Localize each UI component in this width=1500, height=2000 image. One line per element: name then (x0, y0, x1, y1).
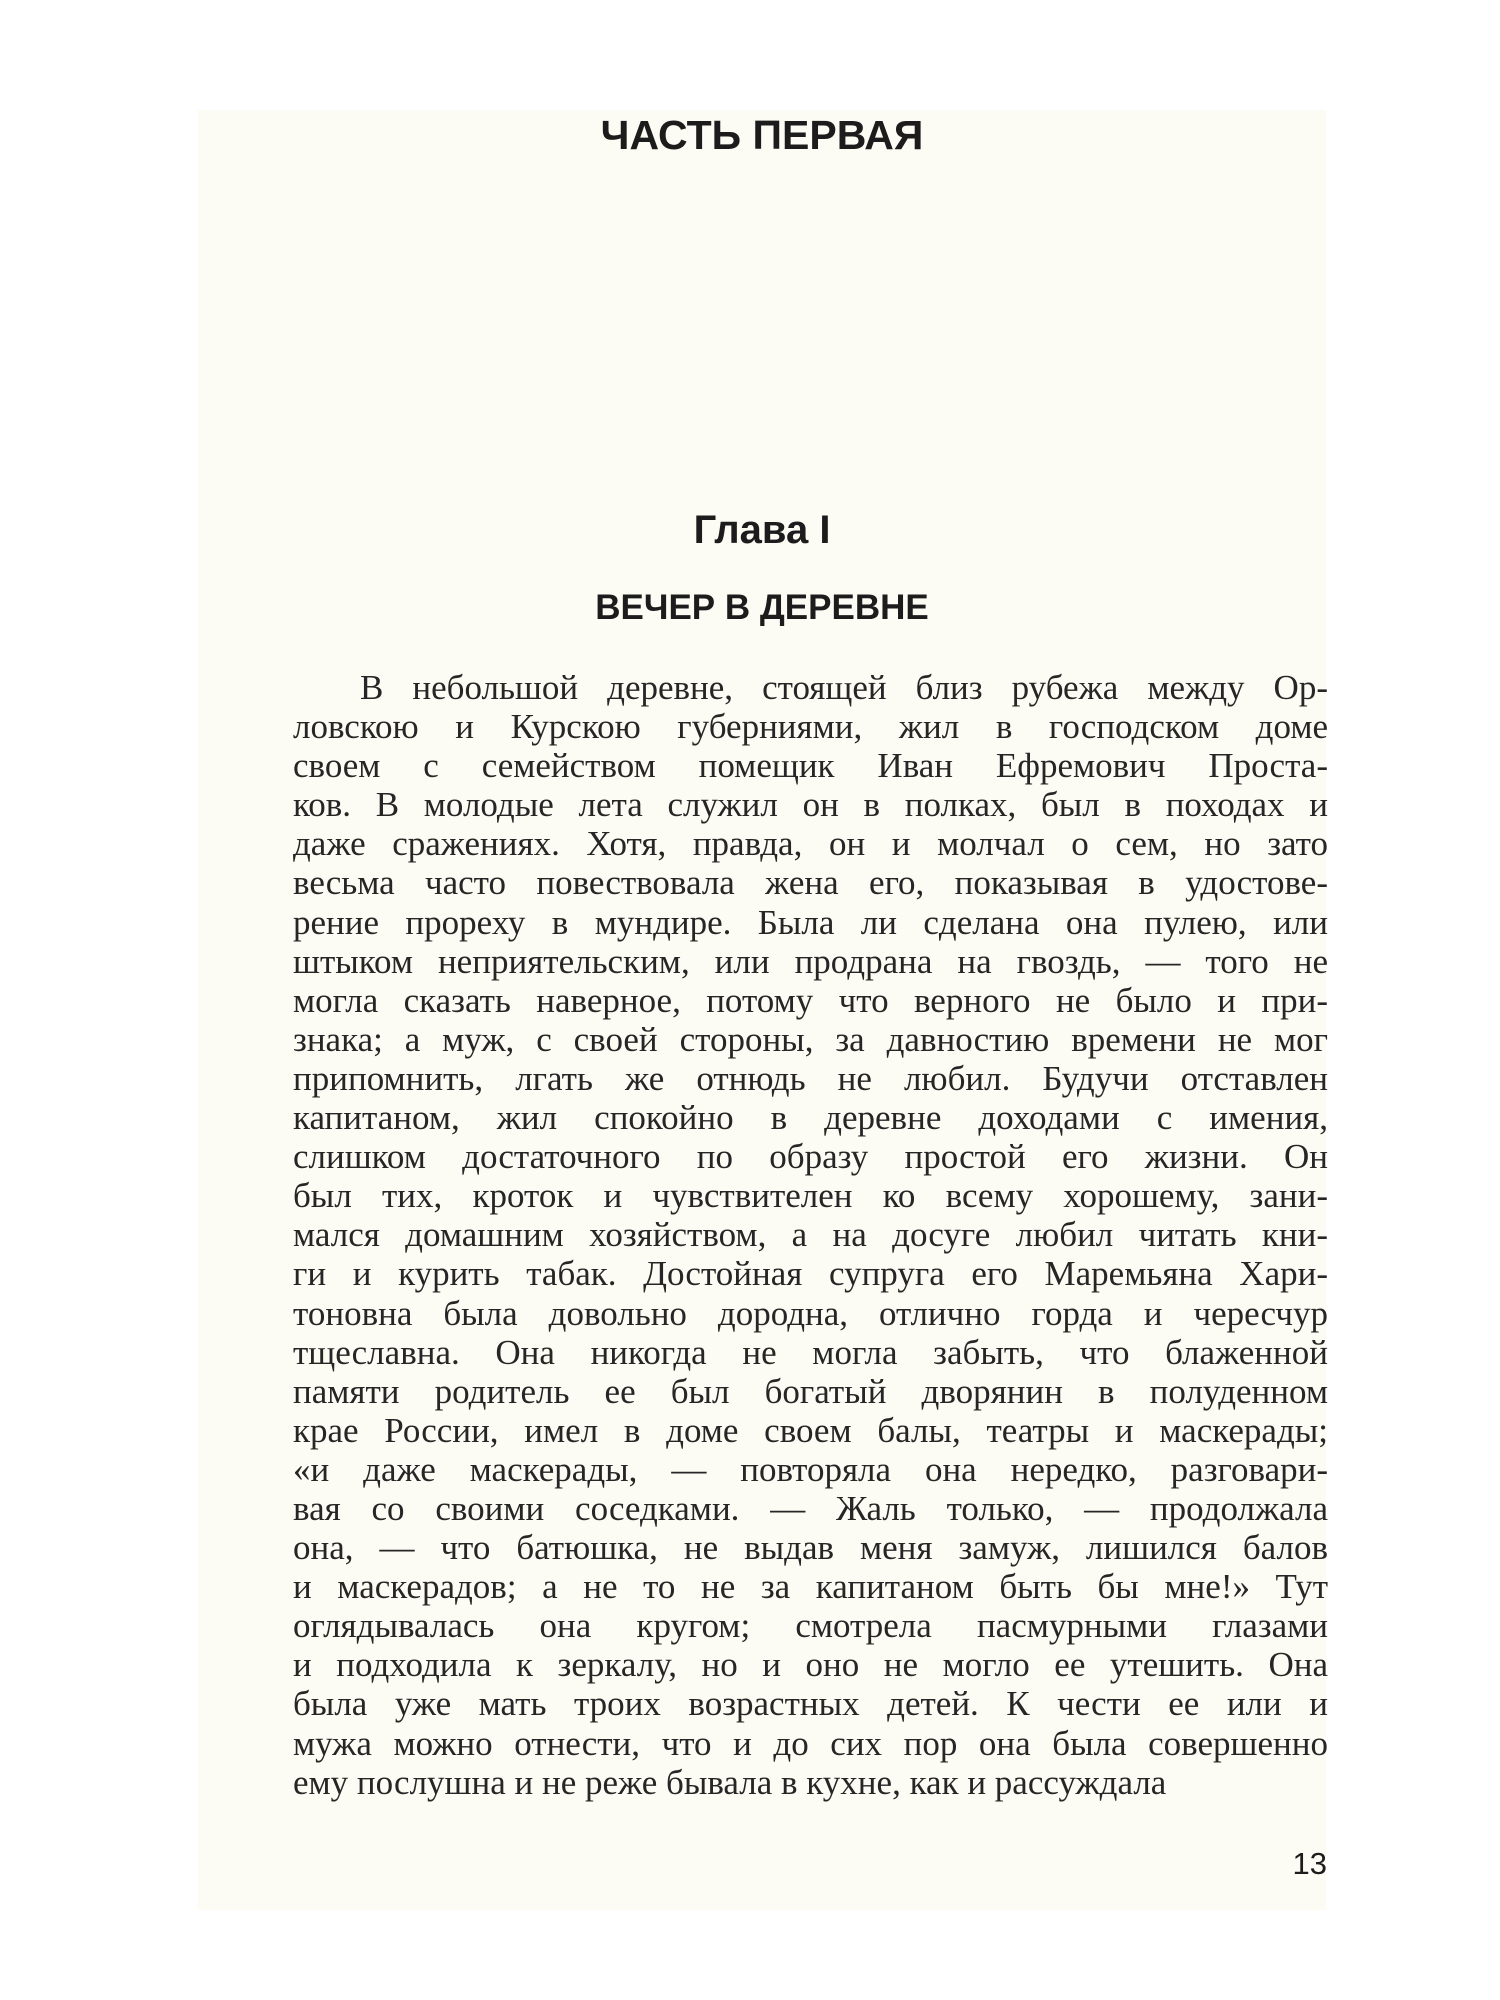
text-line: капитаном, жил спокойно в деревне доходами с имения, (293, 1098, 1328, 1138)
text-line: вая со своими соседками. — Жаль только, — продолжала (293, 1488, 1328, 1528)
text-line: В небольшой деревне, стоящей близ рубежа между Ор- (360, 668, 1328, 707)
text-line: своем с семейством помещик Иван Ефремович Проста- (293, 746, 1328, 786)
text-line: могла сказать наверное, потому что верного не было и при- (293, 980, 1328, 1020)
text-line: мужа можно отнести, что и до сих пор она была совершенно (293, 1723, 1328, 1763)
book-page (198, 110, 1326, 1910)
text-line: тоновна была довольно дородна, отлично горда и чересчур (293, 1293, 1328, 1333)
text-line: слишком достаточного по образу простой его жизни. Он (293, 1137, 1328, 1177)
text-line: «и даже маскерады, — повторяла она нередко, разговари- (293, 1449, 1328, 1489)
text-line: ги и курить табак. Достойная супруга его Маремьяна Хари- (293, 1254, 1328, 1294)
text-line: ков. В молодые лета служил он в полках, был в походах и (293, 785, 1328, 825)
text-line: тщеславна. Она никогда не могла забыть, что блаженной (293, 1332, 1328, 1372)
text-line: памяти родитель ее был богатый дворянин в полуденном (293, 1371, 1328, 1411)
text-line: и подходила к зеркалу, но и оно не могло ее утешить. Она (293, 1645, 1328, 1685)
text-line: оглядывалась она кругом; смотрела пасмурными глазами (293, 1606, 1328, 1646)
text-line: знака; а муж, с своей стороны, за давностию времени не мог (293, 1019, 1328, 1059)
text-line: крае России, имел в доме своем балы, театры и маскерады; (293, 1410, 1328, 1450)
text-line: ловскою и Курскою губерниями, жил в господском доме (293, 707, 1328, 747)
text-line: ему послушна и не реже бывала в кухне, как и рассуждала (293, 1762, 1167, 1802)
chapter-number: Глава I (693, 508, 831, 552)
chapter-paragraph (293, 668, 1328, 1802)
text-line: и маскерадов; а не то не за капитаном быть бы мне!» Тут (293, 1567, 1328, 1607)
text-line: весьма часто повествовала жена его, показывая в удостове- (293, 863, 1328, 903)
text-line: был тих, кроток и чувствителен ко всему хорошему, зани- (293, 1176, 1328, 1216)
part-title: ЧАСТЬ ПЕРВАЯ (600, 112, 924, 158)
text-line: припомнить, лгать же отнюдь не любил. Будучи отставлен (293, 1058, 1328, 1098)
text-line: даже сражениях. Хотя, правда, он и молчал о сем, но зато (293, 824, 1328, 864)
text-line: штыком неприятельским, или продрана на гвоздь, — того не (293, 941, 1328, 981)
page-number: 13 (1292, 1846, 1327, 1881)
text-line: рение прореху в мундире. Была ли сделана она пулею, или (293, 902, 1328, 942)
text-line: была уже мать троих возрастных детей. К чести ее или и (293, 1684, 1328, 1724)
text-line: мался домашним хозяйством, а на досуге любил читать кни- (293, 1215, 1328, 1255)
text-line: она, — что батюшка, не выдав меня замуж, лишился балов (293, 1528, 1328, 1568)
chapter-title: ВЕЧЕР В ДЕРЕВНЕ (595, 588, 929, 627)
